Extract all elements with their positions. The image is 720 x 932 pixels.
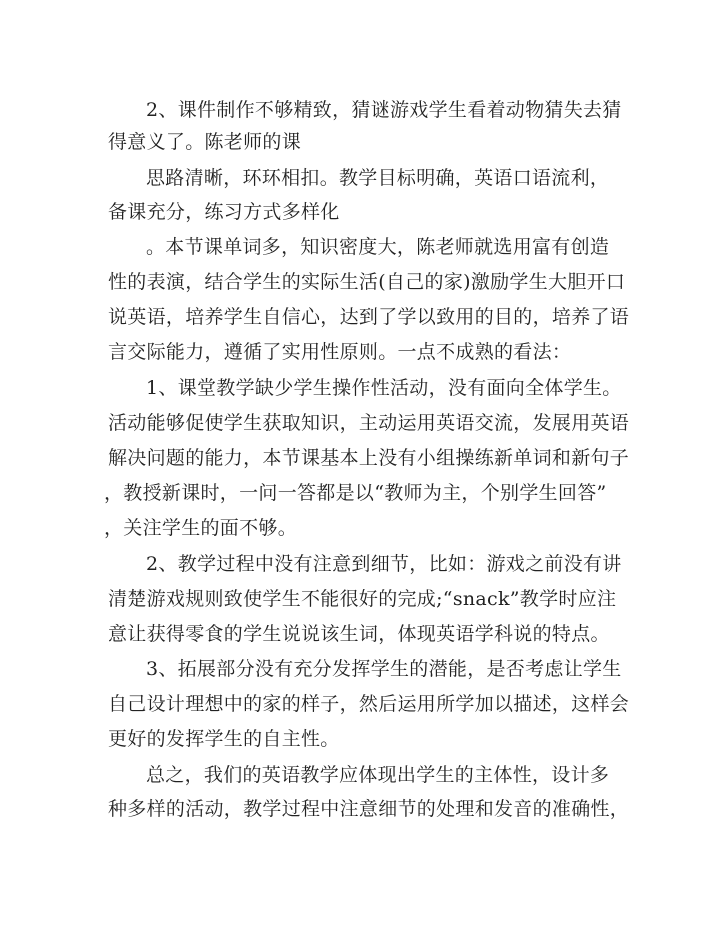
text-line: 备课充分，练习方式多样化	[108, 201, 340, 223]
text-line: 2、教学过程中没有注意到细节，比如：游戏之前没有讲	[146, 553, 622, 575]
text-line: 2、课件制作不够精致，猜谜游戏学生看着动物猜失去猜	[146, 99, 622, 121]
text-line: ，关注学生的面不够。	[104, 517, 298, 539]
text-line: 1、课堂教学缺少学生操作性活动，没有面向全体学生。	[146, 377, 622, 399]
text-line: 清楚游戏规则致使学生不能很好的完成;“snack”教学时应注	[108, 588, 617, 610]
text-line: 思路清晰，环环相扣。教学目标明确，英语口语流利，	[146, 167, 610, 189]
text-line: 。本节课单词多，知识密度大，陈老师就选用富有创造	[146, 236, 610, 258]
text-line: 种多样的活动，教学过程中注意细节的处理和发音的准确性，	[108, 798, 630, 820]
text-line: 自己设计理想中的家的样子，然后运用所学加以描述，这样会	[108, 693, 630, 715]
text-line: 言交际能力，遵循了实用性原则。一点不成熟的看法：	[108, 341, 572, 363]
text-line: 总之，我们的英语教学应体现出学生的主体性，设计多	[146, 764, 610, 786]
text-line: 更好的发挥学生的自主性。	[108, 728, 340, 750]
text-line: 说英语，培养学生自信心，达到了学以致用的目的，培养了语	[108, 306, 630, 328]
text-line: 3、拓展部分没有充分发挥学生的潜能，是否考虑让学生	[146, 658, 622, 680]
text-line: 意让获得零食的学生说说该生词，体现英语学科说的特点。	[108, 623, 610, 645]
text-line: 解决问题的能力，本节课基本上没有小组操练新单词和新句子	[108, 447, 630, 469]
text-line: 活动能够促使学生获取知识，主动运用英语交流，发展用英语	[108, 412, 630, 434]
text-line: 得意义了。陈老师的课	[108, 131, 302, 153]
text-line: 性的表演，结合学生的实际生活(自己的家)激励学生大胆开口	[108, 271, 626, 293]
text-line: ，教授新课时，一问一答都是以“教师为主，个别学生回答”	[104, 482, 607, 504]
